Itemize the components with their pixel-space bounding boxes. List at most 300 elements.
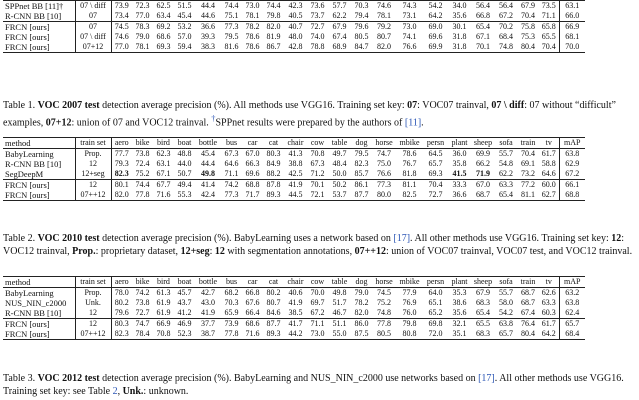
header-class-bike: bike: [132, 138, 153, 149]
cell-value: 49.7: [328, 149, 351, 160]
cell-train-set: 07++12: [75, 190, 111, 201]
caption-table2: Table 2. VOC 2010 test detection average precision (%). BabyLearning uses a network based on [17]. All other methods use VGG16. Training set key: 12: VOC12 trainval, Prop.: proprietary dataset, 12+seg: 12 with segmentation annotations, 07++12: union of VOC07 trainval, VOC07 test, and VOC12 trainval.: [3, 233, 633, 257]
caption-label: Table 1.: [3, 100, 38, 111]
header-class-cow: cow: [307, 138, 328, 149]
cell-value: 77.8: [372, 319, 396, 330]
cell-value: 55.0: [328, 329, 351, 340]
cell-map: 68.1: [559, 32, 585, 42]
cell-value: 76.7: [402, 159, 417, 168]
cell-value: 69.3: [153, 42, 174, 53]
header-class-sheep: sheep: [471, 277, 495, 288]
cell-value: 77.3: [372, 180, 396, 191]
cell-map: 66.0: [559, 11, 585, 22]
cell-value: 48.4: [332, 159, 347, 168]
cell-value: 69.7: [310, 298, 325, 307]
cell-method: NUS_NIN_c2000: [5, 298, 67, 308]
cell-value: 63.8: [495, 319, 517, 330]
cell-value: 73.7: [310, 11, 325, 20]
header-map: mAP: [559, 138, 585, 149]
cell-value: 60.0: [539, 180, 559, 191]
cell-value: 49.8: [328, 288, 351, 299]
cell-value: 68.7: [471, 190, 495, 201]
cell-method: FRCN [ours]: [3, 319, 75, 330]
header-class-sofa: sofa: [495, 138, 517, 149]
table-row: [3, 169, 585, 180]
cell-value: 56.4: [495, 1, 517, 12]
cell-value: 77.3: [221, 190, 242, 201]
header-class-aero: aero: [111, 138, 132, 149]
cell-value: 65.8: [539, 22, 559, 33]
header-class-table: table: [328, 138, 351, 149]
cell-value: 41.4: [195, 180, 221, 191]
cell-value: 64.0: [423, 288, 448, 299]
cell-value: 74.5: [111, 22, 132, 33]
cell-value: 58.0: [499, 298, 513, 307]
cell-value: 58.8: [541, 159, 556, 168]
cell-value: 80.1: [111, 180, 132, 191]
header-class-table: table: [328, 277, 351, 288]
cell-value: 68.3: [471, 329, 495, 340]
header-class-dog: dog: [351, 138, 372, 149]
cell-value: 66.3: [245, 159, 260, 168]
cell-value: 77.2: [517, 180, 539, 191]
cell-value: 76.4: [517, 319, 539, 330]
cell-value: 70.2: [495, 22, 517, 33]
cell-value: 78.6: [396, 149, 423, 160]
cell-value: 73.9: [111, 1, 132, 12]
cell-value: 76.6: [396, 42, 423, 53]
cell-value: 73.8: [135, 298, 150, 307]
cell-value: 45.4: [195, 149, 221, 160]
cell-value: 72.0: [423, 329, 448, 340]
cell-map: 63.8: [559, 149, 585, 160]
header-class-cat: cat: [263, 138, 284, 149]
header-train-set: train set: [75, 138, 111, 149]
cell-value: 78.8: [307, 42, 328, 53]
header-class-bottle: bottle: [195, 277, 221, 288]
cell-value: 45.4: [177, 11, 192, 20]
cell-method: SegDeepM: [5, 169, 44, 179]
cell-value: 63.3: [541, 298, 556, 307]
cell-train-set: 07+12: [75, 42, 111, 53]
cell-value: 44.0: [177, 159, 192, 168]
cell-value: 86.1: [351, 180, 372, 191]
cell-value: 57.7: [328, 1, 351, 12]
cell-value: 38.5: [288, 308, 303, 317]
table-row: [3, 1, 585, 12]
cell-value: 80.8: [396, 329, 423, 340]
cell-value: 41.2: [177, 308, 192, 317]
cell-value: 87.5: [351, 329, 372, 340]
citation-link[interactable]: [17]: [478, 373, 495, 384]
citation-link[interactable]: [11]: [404, 117, 422, 129]
cell-value: 68.4: [499, 32, 513, 41]
header-class-sofa: sofa: [495, 277, 517, 288]
cell-value: 70.4: [423, 180, 448, 191]
cell-value: 49.4: [174, 180, 195, 191]
cell-value: 62.7: [539, 190, 559, 201]
cell-value: 65.5: [541, 32, 556, 41]
header-class-bottle: bottle: [195, 138, 221, 149]
header-class-tv: tv: [539, 138, 559, 149]
cell-value: 71.6: [242, 329, 263, 340]
cell-method: FRCN [ours]: [3, 190, 75, 201]
cell-value: 69.9: [471, 149, 495, 160]
cell-value: 65.4: [495, 190, 517, 201]
cell-value: 74.0: [310, 32, 325, 41]
cell-value: 66.8: [242, 288, 263, 299]
cell-value: 70.3: [351, 1, 372, 12]
cell-value: 31.8: [448, 42, 471, 53]
cell-value: 74.6: [372, 1, 396, 12]
cell-value: 89.3: [263, 190, 284, 201]
cell-value: 43.7: [177, 298, 192, 307]
cell-value: 80.5: [372, 329, 396, 340]
cell-value: 62.6: [539, 288, 559, 299]
cell-value: 74.2: [221, 180, 242, 191]
cell-value: 67.9: [517, 1, 539, 12]
cell-value: 44.5: [284, 190, 307, 201]
table-row: [3, 42, 585, 53]
caption-table3: Table 3. VOC 2012 test detection average precision (%). BabyLearning and NUS_NIN_c2000 use networks based on [17]. All other methods use VGG16. Training set key: see Table 2, Unk.: unknown.: [3, 373, 624, 397]
cell-value: 78.2: [242, 22, 263, 33]
cell-value: 79.5: [351, 149, 372, 160]
cell-value: 72.1: [307, 190, 328, 201]
cell-value: 77.0: [111, 42, 132, 53]
cell-value: 75.8: [517, 22, 539, 33]
cell-method: FRCN [ours]: [5, 32, 50, 42]
header-class-cat: cat: [263, 277, 284, 288]
cell-value: 79.8: [396, 319, 423, 330]
cell-value: 70.4: [521, 11, 535, 20]
cell-value: 35.3: [448, 288, 471, 299]
cell-value: 68.2: [221, 288, 242, 299]
cell-value: 75.3: [521, 32, 535, 41]
cell-value: 67.3: [221, 149, 242, 160]
cell-method: BabyLearning: [3, 149, 75, 160]
cell-train-set: 07++12: [75, 329, 111, 340]
cell-value: 86.7: [263, 42, 284, 53]
cell-value: 68.6: [242, 319, 263, 330]
cell-value: 80.5: [354, 32, 369, 41]
cell-map: 62.4: [559, 308, 585, 319]
bold-value: 41.5: [452, 169, 467, 178]
cell-value: 73.0: [307, 329, 328, 340]
cell-value: 67.2: [499, 11, 513, 20]
cell-train-set: 12: [75, 319, 111, 330]
header-class-chair: chair: [284, 138, 307, 149]
cell-value: 74.8: [377, 308, 391, 317]
cell-value: 74.8: [495, 42, 517, 53]
cell-train-set: Prop.: [75, 149, 111, 160]
cell-value: 74.4: [263, 1, 284, 12]
cell-value: 74.4: [132, 180, 153, 191]
cell-value: 67.0: [242, 149, 263, 160]
cell-value: 74.2: [132, 288, 153, 299]
cell-value: 79.6: [114, 308, 129, 317]
cell-value: 77.8: [132, 190, 153, 201]
cell-value: 64.6: [541, 169, 556, 178]
cell-value: 68.8: [242, 180, 263, 191]
cell-value: 78.4: [132, 329, 153, 340]
table-row: [3, 329, 585, 340]
cell-value: 86.0: [351, 319, 372, 330]
cell-value: 61.7: [539, 149, 559, 160]
cell-value: 73.8: [132, 149, 153, 160]
header-class-car: car: [242, 277, 263, 288]
header-class-plant: plant: [448, 277, 471, 288]
cell-value: 80.0: [372, 190, 396, 201]
header-class-boat: boat: [174, 138, 195, 149]
cell-value: 75.2: [135, 169, 150, 178]
cell-value: 64.2: [428, 11, 443, 20]
cell-value: 77.3: [221, 22, 242, 33]
cell-value: 41.3: [284, 149, 307, 160]
cell-value: 65.7: [495, 329, 517, 340]
header-class-car: car: [242, 138, 263, 149]
cell-value: 82.5: [396, 190, 423, 201]
citation-link[interactable]: [17]: [393, 233, 411, 244]
cell-train-set: 12: [75, 308, 111, 319]
cell-value: 42.4: [195, 190, 221, 201]
cell-map: 70.0: [559, 42, 585, 53]
cell-train-set: 07 \ diff: [75, 32, 111, 42]
cell-value: 40.5: [288, 11, 303, 20]
cell-value: 73.5: [539, 1, 559, 12]
header-class-mbike: mbike: [396, 277, 423, 288]
cell-value: 78.2: [354, 298, 369, 307]
cell-value: 80.3: [111, 319, 132, 330]
cell-value: 84.6: [266, 308, 281, 317]
cell-value: 82.3: [354, 159, 369, 168]
cell-value: 38.7: [195, 329, 221, 340]
cell-value: 55.7: [495, 288, 517, 299]
header-class-persn: persn: [423, 277, 448, 288]
cell-value: 78.1: [245, 11, 260, 20]
cell-value: 70.4: [517, 149, 539, 160]
cell-value: 53.7: [328, 190, 351, 201]
cell-value: 87.8: [263, 180, 284, 191]
cell-value: 70.8: [153, 329, 174, 340]
cell-value: 69.8: [423, 319, 448, 330]
cell-value: 74.3: [396, 1, 423, 12]
cell-value: 74.7: [372, 149, 396, 160]
cell-value: 42.5: [288, 169, 303, 178]
cell-train-set: 07 \ diff: [75, 1, 111, 12]
cell-map: 66.9: [559, 22, 585, 33]
cell-value: 77.8: [221, 329, 242, 340]
cell-value: 71.2: [310, 169, 325, 178]
cell-method: FRCN [ours]: [3, 22, 75, 33]
cell-value: 44.4: [195, 1, 221, 12]
cell-value: 73.1: [402, 11, 417, 20]
cell-value: 78.6: [245, 32, 260, 41]
cell-value: 38.8: [288, 159, 303, 168]
cell-value: 41.9: [288, 298, 303, 307]
cell-value: 69.3: [428, 169, 443, 178]
cell-map: 62.9: [559, 159, 585, 169]
cell-value: 73.9: [221, 319, 242, 330]
header-class-train: train: [517, 277, 539, 288]
cell-value: 65.5: [471, 319, 495, 330]
cell-value: 54.2: [499, 308, 513, 317]
cell-value: 75.0: [377, 159, 391, 168]
header-class-tv: tv: [539, 277, 559, 288]
cell-value: 66.9: [153, 319, 174, 330]
cell-value: 44.2: [284, 329, 307, 340]
cell-train-set: Unk.: [75, 298, 111, 308]
cell-value: 31.8: [452, 32, 467, 41]
cell-value: 80.4: [517, 42, 539, 53]
cell-value: 75.1: [224, 11, 239, 20]
cell-value: 81.1: [517, 190, 539, 201]
cell-value: 76.0: [402, 308, 417, 317]
header-class-horse: horse: [372, 138, 396, 149]
cell-value: 70.0: [307, 288, 328, 299]
cell-value: 71.7: [242, 190, 263, 201]
header-class-bird: bird: [153, 277, 174, 288]
cell-value: 79.0: [351, 288, 372, 299]
cell-value: 63.4: [156, 11, 171, 20]
cell-value: 77.9: [396, 288, 423, 299]
cell-value: [471, 169, 495, 180]
cell-value: 80.7: [266, 298, 281, 307]
table-row: [3, 180, 585, 191]
cell-map: 63.2: [559, 288, 585, 299]
cell-value: 78.6: [242, 42, 263, 53]
cell-value: 79.0: [135, 32, 150, 41]
header-class-plant: plant: [448, 138, 471, 149]
cell-value: 67.6: [245, 298, 260, 307]
cell-value: 71.1: [541, 11, 556, 20]
cell-value: 55.7: [495, 149, 517, 160]
cell-value: 73.2: [521, 169, 535, 178]
cell-value: 61.9: [156, 308, 171, 317]
cell-value: 76.9: [402, 298, 417, 307]
header-train-set: train set: [75, 277, 111, 288]
cell-value: 67.7: [153, 180, 174, 191]
table-row: [3, 288, 585, 299]
header-method: method: [3, 277, 75, 288]
cell-value: 69.6: [428, 32, 443, 41]
cell-value: 76.6: [377, 169, 391, 178]
header-row: [3, 138, 585, 149]
cell-value: 40.7: [284, 22, 307, 33]
cell-value: 70.8: [307, 149, 328, 160]
header-class-mbike: mbike: [396, 138, 423, 149]
table-row: [3, 319, 585, 330]
cell-value: 67.9: [328, 22, 351, 33]
cell-value: 62.5: [153, 1, 174, 12]
table-row: [3, 159, 585, 169]
cell-value: 84.7: [351, 42, 372, 53]
cell-value: 62.3: [153, 149, 174, 160]
cell-value: 69.1: [521, 159, 535, 168]
cell-value: 36.0: [448, 149, 471, 160]
cell-value: 66.4: [245, 308, 260, 317]
cell-value: 71.1: [307, 319, 328, 330]
cell-value: 64.5: [423, 149, 448, 160]
cell-value: 72.7: [307, 22, 328, 33]
cell-value: 79.6: [351, 22, 372, 33]
cell-value: 56.4: [471, 1, 495, 12]
cell-value: 73.0: [396, 22, 423, 33]
cell-value: 81.6: [221, 42, 242, 53]
cell-value: 73.0: [242, 1, 263, 12]
header-map: mAP: [559, 277, 585, 288]
cell-value: 75.2: [377, 298, 391, 307]
table-voc2012: [3, 276, 585, 340]
cell-value: 62.2: [499, 169, 513, 178]
cell-value: 65.4: [471, 22, 495, 33]
cell-value: 67.4: [332, 32, 347, 41]
cell-value: 74.6: [114, 32, 129, 41]
cell-value: 72.3: [132, 1, 153, 12]
bold-value: 71.9: [476, 169, 490, 178]
cell-value: 35.1: [448, 329, 471, 340]
cell-value: 78.3: [132, 22, 153, 33]
cell-value: 64.2: [539, 329, 559, 340]
cell-value: 78.1: [132, 42, 153, 53]
cell-value: 72.7: [423, 190, 448, 201]
cell-value: 82.0: [372, 42, 396, 53]
cell-value: 48.0: [288, 32, 303, 41]
cell-map: 68.8: [559, 190, 585, 201]
cell-value: 46.9: [174, 319, 195, 330]
cell-map: 65.7: [559, 319, 585, 330]
cell-value: 68.9: [328, 42, 351, 53]
cell-value: 88.2: [266, 169, 281, 178]
cell-value: 61.7: [539, 319, 559, 330]
cell-value: 70.1: [307, 180, 328, 191]
cell-value: 34.0: [448, 1, 471, 12]
cell-value: 53.2: [174, 22, 195, 33]
cell-value: 85.7: [354, 169, 369, 178]
cell-value: 51.5: [174, 1, 195, 12]
caption-table1: Table 1. VOC 2007 test detection average precision (%). All methods use VGG16. Training set key: 07: VOC07 trainval, 07 \ diff: 07 without “difficult” examples, 07+12: union of 07 and VOC12 trainval. †SPPnet results were prepared by the authors of [11].: [3, 100, 616, 129]
cell-value: 35.6: [452, 11, 467, 20]
cell-value: 36.6: [195, 22, 221, 33]
table-row: [3, 190, 585, 201]
header-method: method: [3, 138, 75, 149]
header-class-persn: persn: [423, 138, 448, 149]
cell-method: R-CNN BB [10]: [5, 11, 62, 21]
cell-value: 61.9: [156, 298, 171, 307]
cell-value: 78.0: [111, 288, 132, 299]
cell-value: 89.3: [263, 329, 284, 340]
cell-value: 67.0: [471, 180, 495, 191]
cell-value: 71.1: [224, 169, 239, 178]
cell-value: 43.0: [201, 298, 215, 307]
header-class-bus: bus: [221, 277, 242, 288]
cell-value: 74.4: [221, 1, 242, 12]
cell-map: 63.1: [559, 1, 585, 12]
cell-value: 57.0: [177, 32, 192, 41]
cell-value: 67.4: [521, 308, 535, 317]
cell-value: 65.2: [428, 308, 443, 317]
cell-value: 69.9: [423, 42, 448, 53]
cell-value: 70.3: [224, 298, 239, 307]
cell-value: 65.7: [428, 159, 443, 168]
cell-value: 33.3: [448, 180, 471, 191]
cell-value: 79.3: [114, 159, 129, 168]
cell-value: 72.7: [135, 308, 150, 317]
table-ref-link[interactable]: 2: [112, 386, 118, 397]
cell-value: 78.1: [377, 11, 391, 20]
cell-map: 66.1: [559, 180, 585, 191]
cell-value: 82.0: [263, 22, 284, 33]
cell-value: 67.1: [156, 169, 171, 178]
